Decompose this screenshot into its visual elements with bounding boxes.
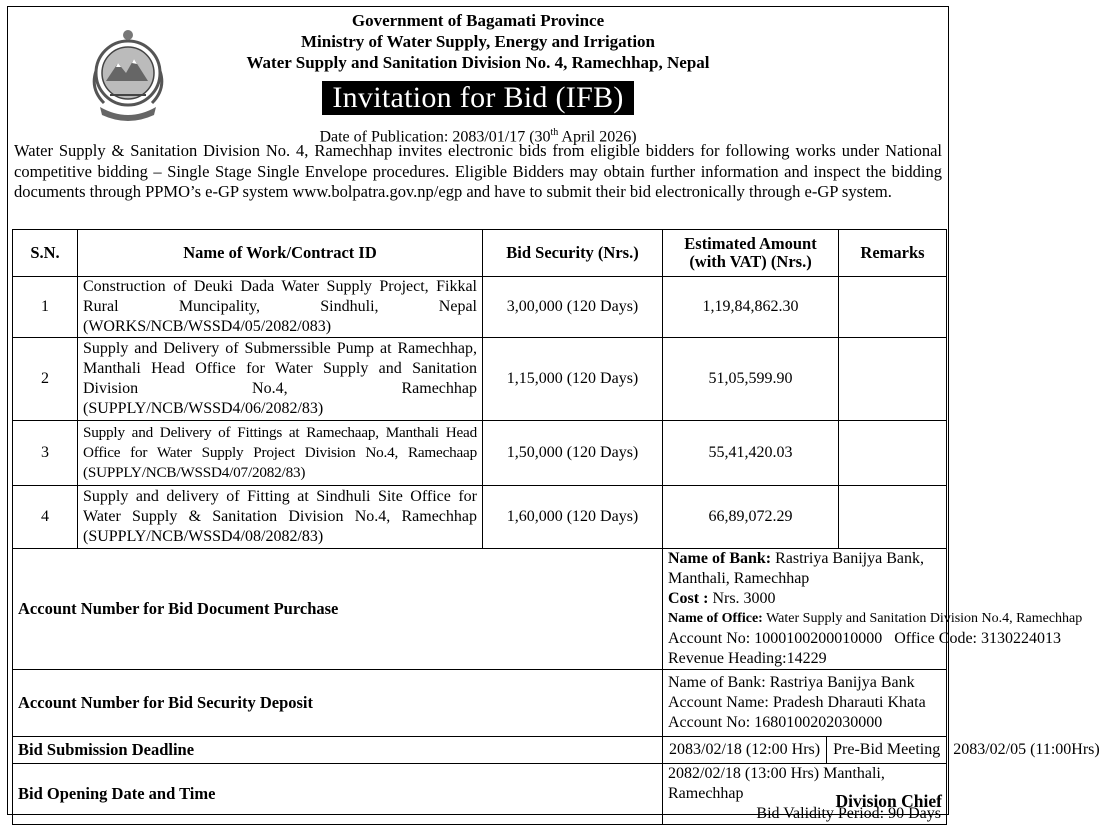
cell-work-name: Supply and delivery of Fitting at Sindhuli Site Office for Water Supply & Sanitation Division No.4, Ramechhap (SUPPLY/NCB/WSSD4/08/2082/83) <box>78 486 483 549</box>
purchase-cost-line <box>668 589 941 609</box>
purchase-bank-value: Rastriya Banijya Bank, Manthali, Ramechhap <box>668 550 924 587</box>
col-header-name: Name of Work/Contract ID <box>78 230 483 277</box>
purchase-office-label: Name of Office: <box>668 611 763 626</box>
cell-bid-security: 1,60,000 (120 Days) <box>483 486 663 549</box>
page-title: Invitation for Bid (IFB) <box>322 81 633 115</box>
deadline-row <box>13 737 947 764</box>
cell-sn: 1 <box>13 277 78 338</box>
col-header-amount-line1: Estimated Amount <box>684 234 817 253</box>
prebid-label: Pre-Bid Meeting <box>826 737 947 763</box>
purchase-bank-line <box>668 549 941 589</box>
security-account-row <box>13 670 947 737</box>
opening-date: 2082/02/18 (13:00 Hrs) Manthali, Ramechhap <box>668 765 885 802</box>
signature: Division Chief <box>835 791 942 811</box>
cell-estimated-amount: 1,19,84,862.30 <box>663 277 839 338</box>
table-row <box>13 421 947 486</box>
purchase-account-number: Account No: 1000100200010000 Office Code: 3130224013 <box>668 630 1061 647</box>
bid-validity: Bid Validity Period: 90 Days <box>756 805 941 822</box>
cell-work-name: Supply and Delivery of Submerssible Pump at Ramechhap, Manthali Head Office for Water Supply and Sanitation Division No.4, Ramechhap (SUPPLY/NCB/WSSD4/06/2082/83) <box>78 338 483 421</box>
cell-bid-security: 1,50,000 (120 Days) <box>483 421 663 486</box>
cell-sn: 4 <box>13 486 78 549</box>
cell-remarks <box>839 338 947 421</box>
purchase-office-line <box>668 609 1083 629</box>
purchase-account-label: Account Number for Bid Document Purchase <box>13 549 663 670</box>
title-wrap <box>8 81 948 115</box>
notice-page <box>7 6 1100 822</box>
pub-date-prefix: Date of Publication: 2083/01/17 (30 <box>319 128 551 146</box>
table-row <box>13 486 947 549</box>
header-division: Water Supply and Sanitation Division No. 4, Ramechhap, Nepal <box>246 53 710 72</box>
purchase-cost-value: Nrs. 3000 <box>708 590 776 607</box>
col-header-remarks: Remarks <box>839 230 947 277</box>
table-header-row <box>13 230 947 277</box>
deadline-info <box>663 737 1100 764</box>
purchase-office-value: Water Supply and Sanitation Division No.4, Ramechhap <box>762 611 1083 626</box>
col-header-amount <box>663 230 839 277</box>
cell-sn: 3 <box>13 421 78 486</box>
purchase-account-info <box>663 549 1083 670</box>
purchase-bank-label: Name of Bank: <box>668 550 772 567</box>
table-row <box>13 277 947 338</box>
security-account-number: Account No: 1680100202030000 <box>668 714 883 731</box>
purchase-cost-label: Cost : <box>668 590 709 607</box>
cell-estimated-amount: 66,89,072.29 <box>663 486 839 549</box>
deadline-date: 2083/02/18 (12:00 Hrs) <box>669 741 821 758</box>
cell-estimated-amount: 51,05,599.90 <box>663 338 839 421</box>
cell-work-name: Supply and Delivery of Fittings at Ramechaap, Manthali Head Office for Water Supply Project Division No.4, Ramechaap (SUPPLY/NCB/WSSD4/07/2082/83) <box>78 421 483 486</box>
col-header-amount-line2: (with VAT) (Nrs.) <box>689 252 812 271</box>
security-account-name: Account Name: Pradesh Dharauti Khata <box>668 694 926 711</box>
intro-paragraph: Water Supply & Sanitation Division No. 4, Ramechhap invites electronic bids from eligible bidders for following works under National competitive bidding – Single Stage Single Envelope procedures. Eligible Bidders may obtain further information and inspect the bidding documents through PPMO’s e-GP system www.bolpatra.gov.np/egp and have to submit their bid electronically through e-GP system. <box>14 141 942 201</box>
cell-bid-security: 1,15,000 (120 Days) <box>483 338 663 421</box>
opening-row <box>13 764 947 825</box>
cell-sn: 2 <box>13 338 78 421</box>
cell-bid-security: 3,00,000 (120 Days) <box>483 277 663 338</box>
opening-label: Bid Opening Date and Time <box>13 764 663 825</box>
table-row <box>13 338 947 421</box>
header-ministry: Ministry of Water Supply, Energy and Irrigation <box>300 32 656 51</box>
cell-remarks <box>839 421 947 486</box>
purchase-account-row <box>13 549 947 670</box>
bid-table <box>12 229 1100 825</box>
security-account-label: Account Number for Bid Security Deposit <box>13 670 663 737</box>
pub-date-sup: th <box>550 127 559 138</box>
deadline-label: Bid Submission Deadline <box>13 737 663 764</box>
security-account-info <box>663 670 947 737</box>
pub-date-suffix: April 2026) <box>558 128 637 146</box>
header-government: Government of Bagamati Province <box>351 11 605 30</box>
col-header-security: Bid Security (Nrs.) <box>483 230 663 277</box>
purchase-revenue-heading: Revenue Heading:14229 <box>668 650 827 667</box>
cell-work-name: Construction of Deuki Dada Water Supply Project, Fikkal Rural Muncipality, Sindhuli, Nepal (WORKS/NCB/WSSD4/05/2082/083) <box>78 277 483 338</box>
cell-remarks <box>839 277 947 338</box>
col-header-sn: S.N. <box>13 230 78 277</box>
prebid-date: 2083/02/05 (11:00Hrs) <box>953 741 1100 758</box>
deadline-wrap <box>663 737 1100 763</box>
cell-estimated-amount: 55,41,420.03 <box>663 421 839 486</box>
security-bank: Name of Bank: Rastriya Banijya Bank <box>668 674 915 691</box>
cell-remarks <box>839 486 947 549</box>
